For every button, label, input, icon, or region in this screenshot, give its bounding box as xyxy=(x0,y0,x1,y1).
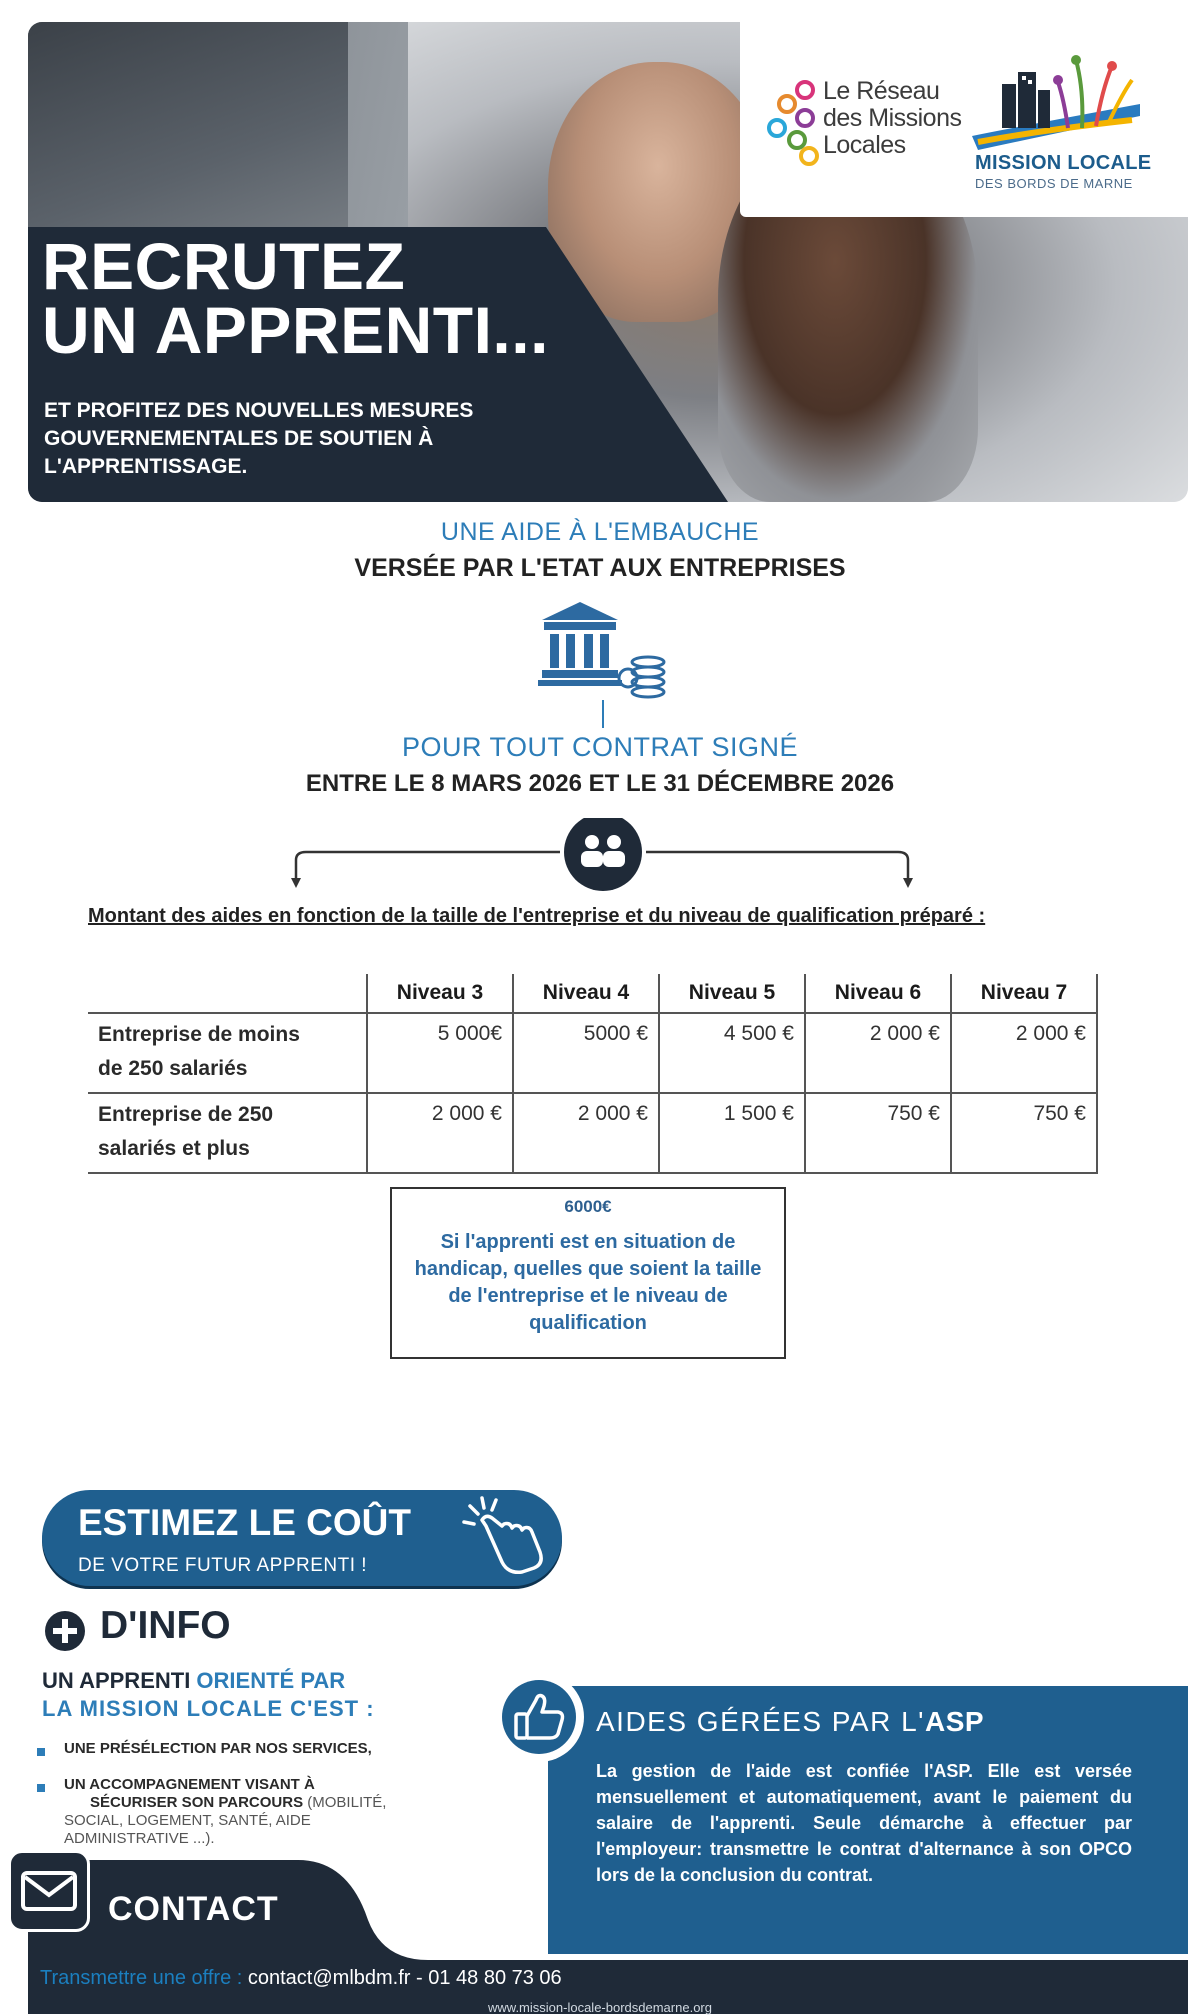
contact-label: CONTACT xyxy=(108,1890,279,1928)
aid-table-col-niveau-4: Niveau 4 xyxy=(513,974,659,1013)
row-label-line2: de 250 salariés xyxy=(98,1057,248,1080)
estimate-cost-title[interactable]: ESTIMEZ LE COÛT xyxy=(78,1502,411,1543)
bullet-square-icon xyxy=(37,1748,45,1756)
reseau-logo-line3: Locales xyxy=(823,131,906,159)
handicap-text: Si l'apprenti est en situation de handicap, quelles que soient la taille de l'entreprise et le niveau de qualification xyxy=(414,1231,762,1334)
asp-title xyxy=(596,1706,984,1738)
aid-amounts-table xyxy=(88,974,1098,1174)
handicap-amount: 6000€ xyxy=(564,1197,612,1216)
handicap-aid-box xyxy=(390,1187,786,1359)
website-link[interactable]: www.mission-locale-bordsdemarne.org xyxy=(488,2000,712,2015)
aid-table-cell: 1 500 € xyxy=(659,1093,805,1173)
reseau-logo-line2: des Missions xyxy=(823,104,962,132)
mission-locale-logo-name: MISSION LOCALE xyxy=(975,152,1152,174)
hero-subtitle: ET PROFITEZ DES NOUVELLES MESURES GOUVERNEMENTALES DE SOUTIEN À L'APPRENTISSAGE. xyxy=(44,399,474,478)
list-item: UNE PRÉSÉLECTION PAR NOS SERVICES, xyxy=(64,1740,372,1757)
hero-title-line2: UN APPRENTI... xyxy=(42,293,549,367)
contract-heading: POUR TOUT CONTRAT SIGNÉ xyxy=(401,732,799,762)
reseau-missions-locales-logo-text xyxy=(823,78,962,159)
list-item-detail: (MOBILITÉ, SOCIAL, LOGEMENT, SANTÉ, AIDE ADMINISTRATIVE ...). xyxy=(64,1794,387,1847)
aid-subheading: VERSÉE PAR L'ETAT AUX ENTREPRISES xyxy=(354,554,846,582)
aid-table-cell: 750 € xyxy=(951,1093,1097,1173)
contact-lead: Transmettre une offre : xyxy=(40,1967,248,1989)
aid-table-row-label xyxy=(88,1013,367,1093)
split-arrows-diagram xyxy=(290,818,915,908)
table-row xyxy=(88,1093,1097,1173)
row-label-line1: Entreprise de moins xyxy=(98,1023,300,1046)
aid-table-col-niveau-7: Niveau 7 xyxy=(951,974,1097,1013)
aid-table-header-row xyxy=(88,974,1097,1013)
bank-money-icon xyxy=(538,600,668,700)
contact-info xyxy=(40,1967,562,1990)
info-lead-line1 xyxy=(42,1668,345,1694)
row-label-line1: Entreprise de 250 xyxy=(98,1103,274,1126)
pointing-hand-icon[interactable] xyxy=(452,1492,552,1582)
aid-connector-line xyxy=(602,700,604,728)
aid-table-cell: 2 000 € xyxy=(805,1013,951,1093)
mission-locale-logo-icon xyxy=(972,50,1142,150)
aid-table-row-label xyxy=(88,1093,367,1173)
row-label-line2: salariés et plus xyxy=(98,1137,250,1160)
list-item-strong1: UN ACCOMPAGNEMENT VISANT À xyxy=(64,1776,315,1793)
contact-email-phone[interactable]: contact@mlbdm.fr - 01 48 80 73 06 xyxy=(247,1967,562,1989)
info-title: D'INFO xyxy=(100,1604,231,1647)
hero-title-line1: RECRUTEZ xyxy=(42,229,406,303)
aid-table-cell: 2 000 € xyxy=(951,1013,1097,1093)
aid-table-corner xyxy=(88,974,367,1013)
aid-table-caption: Montant des aides en fonction de la taille de l'entreprise et du niveau de qualification préparé : xyxy=(88,905,986,927)
aid-table-cell: 2 000 € xyxy=(513,1093,659,1173)
thumbs-up-icon xyxy=(502,1680,576,1754)
asp-body-text: La gestion de l'aide est confiée l'ASP. Elle est versée mensuellement et automatiquement, avant le paiement du salaire de l'apprenti. Seule démarche à effectuer par l'employeur: transmettre le contrat d'alternance à son OPCO lors de la conclusion du contrat. xyxy=(596,1761,1132,1885)
envelope-icon xyxy=(11,1853,87,1929)
aid-table-col-niveau-6: Niveau 6 xyxy=(805,974,951,1013)
plus-circle-icon xyxy=(44,1610,86,1652)
hero-title xyxy=(42,229,722,367)
aid-table-cell: 2 000 € xyxy=(367,1093,513,1173)
aid-table-col-niveau-3: Niveau 3 xyxy=(367,974,513,1013)
aid-table-col-niveau-5: Niveau 5 xyxy=(659,974,805,1013)
reseau-logo-line1: Le Réseau xyxy=(823,77,940,105)
envelope-icon-box xyxy=(8,1850,90,1932)
asp-title-prefix: AIDES GÉRÉES PAR L' xyxy=(596,1706,925,1737)
aid-heading: UNE AIDE À L'EMBAUCHE xyxy=(440,518,760,546)
asp-title-strong: ASP xyxy=(924,1706,985,1737)
bullet-square-icon xyxy=(37,1784,45,1792)
contact-footer-band xyxy=(28,1860,1188,2014)
reseau-missions-locales-logo-icon xyxy=(765,80,823,172)
mission-locale-logo-subtitle: DES BORDS DE MARNE xyxy=(975,176,1133,191)
contract-dates: ENTRE LE 8 MARS 2026 ET LE 31 DÉCEMBRE 2026 xyxy=(305,770,895,797)
list-item xyxy=(64,1776,434,1848)
estimate-cost-subtitle[interactable]: DE VOTRE FUTUR APPRENTI ! xyxy=(78,1555,368,1576)
info-lead-part2: ORIENTÉ PAR xyxy=(196,1668,346,1693)
table-row xyxy=(88,1013,1097,1093)
info-lead-line2: LA MISSION LOCALE C'EST : xyxy=(42,1696,375,1721)
list-item-strong2: SÉCURISER SON PARCOURS xyxy=(90,1794,304,1811)
aid-table-cell: 750 € xyxy=(805,1093,951,1173)
info-lead-part1: UN APPRENTI xyxy=(42,1668,197,1693)
aid-table-cell: 5 000€ xyxy=(367,1013,513,1093)
asp-icon-circle xyxy=(502,1680,576,1754)
aid-table-cell: 5000 € xyxy=(513,1013,659,1093)
aid-table-cell: 4 500 € xyxy=(659,1013,805,1093)
